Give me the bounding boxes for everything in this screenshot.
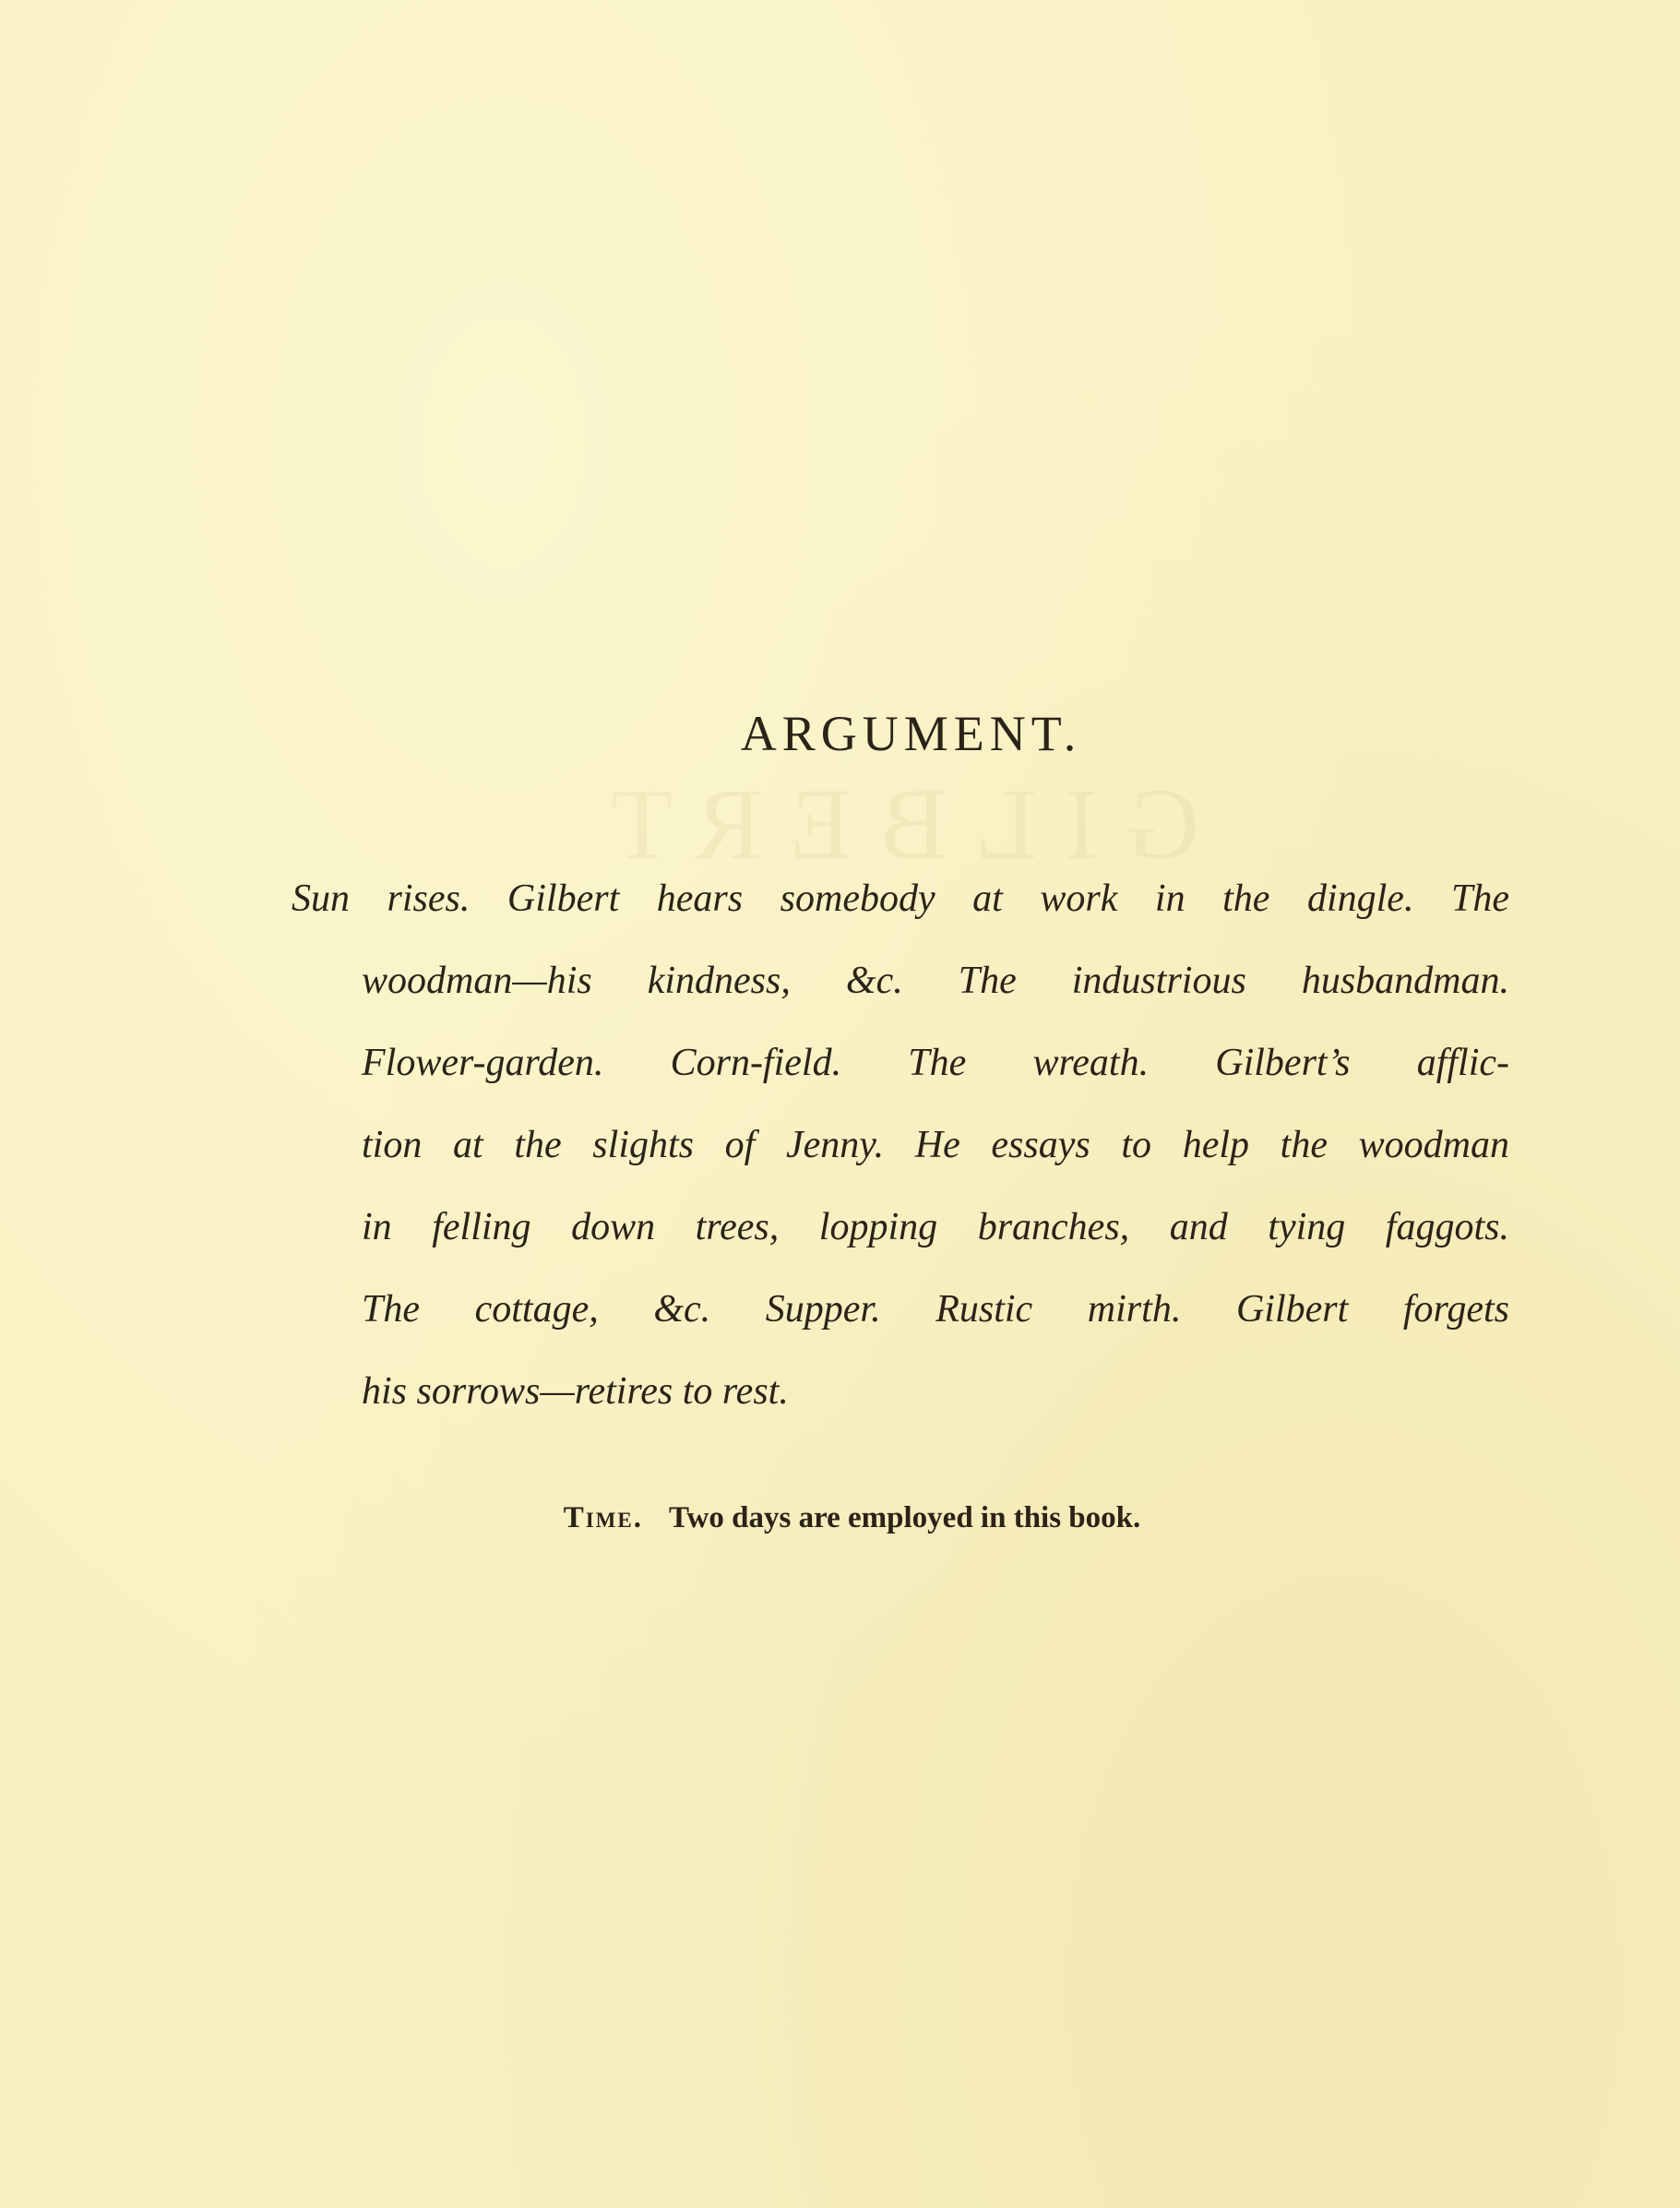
argument-paragraph <box>292 858 1509 1433</box>
argument-line: his sorrows—retires to rest. <box>362 1370 789 1413</box>
page-heading: ARGUMENT. <box>740 706 1082 761</box>
argument-line: woodman—his kindness, &c. The industrious husbandman. <box>362 960 1509 1002</box>
argument-line: Flower-garden. Corn-field. The wreath. Gilbert’s afflic- <box>362 1042 1509 1084</box>
time-label: Time. <box>563 1501 643 1534</box>
argument-line: tion at the slights of Jenny. He essays to help the woodman <box>362 1124 1509 1166</box>
argument-line: in felling down trees, lopping branches, and tying faggots. <box>362 1206 1509 1248</box>
show-through-decoration: GILBERT <box>583 768 1199 880</box>
argument-line: The cottage, &c. Supper. Rustic mirth. Gilbert forgets <box>362 1288 1509 1331</box>
argument-line: Sun rises. Gilbert hears somebody at work in the dingle. The <box>292 877 1509 920</box>
time-note <box>0 1495 1680 1541</box>
time-text: Two days are employed in this book. <box>668 1501 1141 1534</box>
